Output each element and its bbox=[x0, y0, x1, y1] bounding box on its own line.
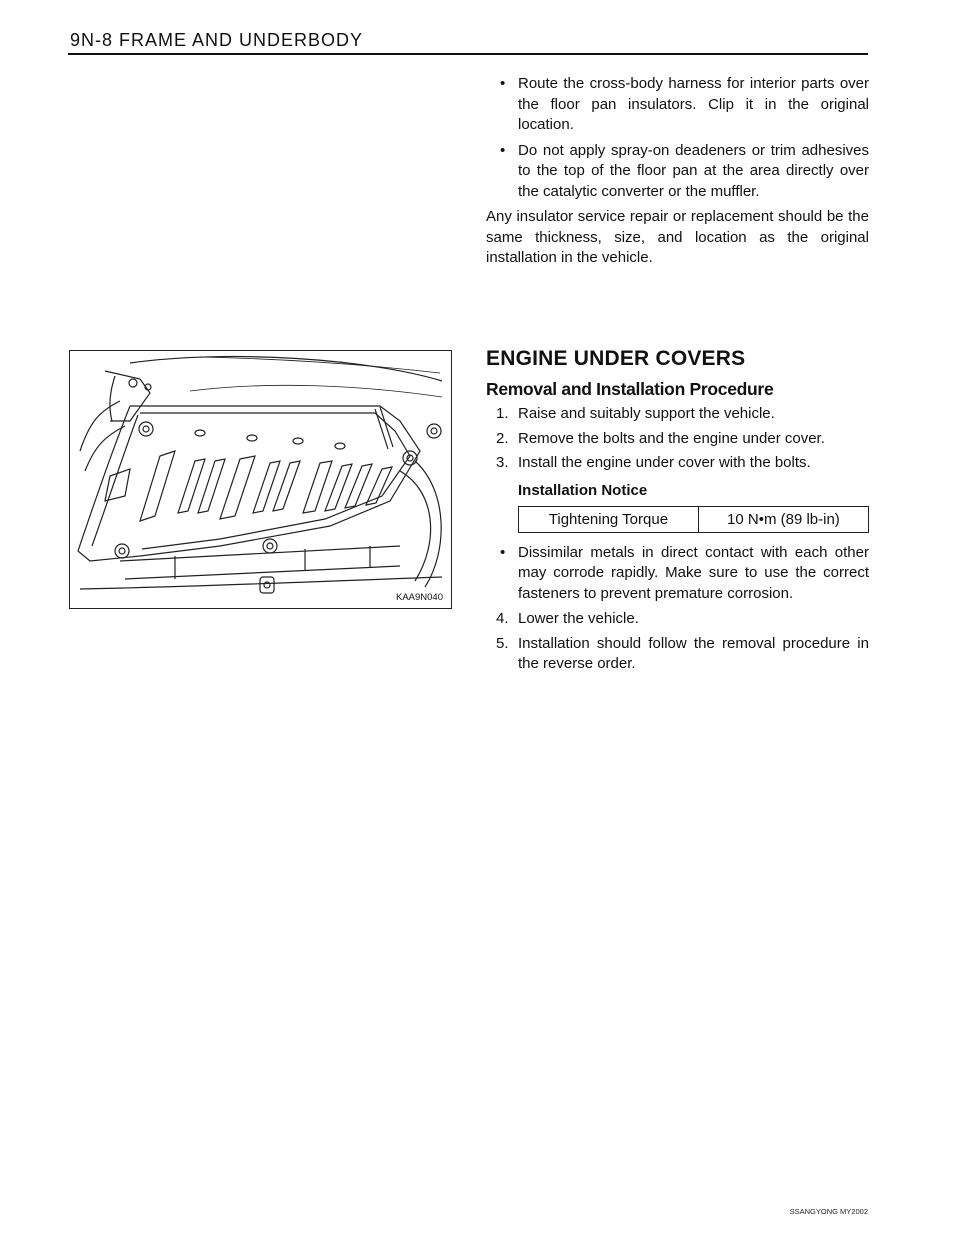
step-number: 1. bbox=[496, 405, 509, 422]
step-number: 2. bbox=[496, 429, 509, 447]
step-text: Lower the vehicle. bbox=[518, 610, 639, 627]
engine-under-cover-figure bbox=[69, 350, 452, 609]
step-item bbox=[486, 429, 869, 450]
step-text: Install the engine under cover with the bolts. bbox=[518, 454, 811, 471]
engine-under-cover-illustration bbox=[70, 351, 451, 608]
torque-row bbox=[519, 506, 869, 532]
step-text: Remove the bolts and the engine under cover. bbox=[518, 429, 825, 447]
page-header-title: 9N-8 FRAME AND UNDERBODY bbox=[70, 30, 364, 50]
header-rule bbox=[68, 53, 868, 55]
step-number: 4. bbox=[496, 610, 509, 627]
engine-under-covers-section bbox=[486, 347, 869, 679]
figure-code: KAA9N040 bbox=[395, 592, 443, 603]
step-number: 3. bbox=[496, 454, 509, 471]
step-item bbox=[486, 453, 869, 474]
torque-label-cell: Tightening Torque bbox=[519, 506, 699, 532]
step-text: Raise and suitably support the vehicle. bbox=[518, 405, 775, 422]
section-title: ENGINE UNDER COVERS bbox=[486, 347, 746, 370]
torque-value-cell: 10 N•m (89 lb-in) bbox=[698, 506, 868, 532]
intro-paragraph: Any insulator service repair or replacement should be the same thickness, size, and location as the original installation in the vehicle. bbox=[486, 208, 869, 266]
steps-list-b bbox=[486, 609, 869, 675]
section-subtitle: Removal and Installation Procedure bbox=[486, 379, 774, 399]
steps-list-a bbox=[486, 404, 869, 474]
intro-bullet-deadeners: • Do not apply spray-on deadeners or trim adhesives to the top of the floor pan at the area directly over the catalytic converter or the muffler. bbox=[500, 141, 869, 200]
notice-bullet-text: Dissimilar metals in direct contact with each other may corrode rapidly. Make sure to use the correct fasteners to prevent premature corrosion. bbox=[518, 543, 869, 602]
torque-table bbox=[518, 506, 869, 533]
step-item bbox=[486, 609, 869, 630]
page-footer: SSANGYONG MY2002 bbox=[789, 1207, 868, 1216]
step-item bbox=[486, 404, 869, 425]
intro-section bbox=[486, 74, 869, 269]
step-text: Installation should follow the removal procedure in the reverse order. bbox=[518, 634, 869, 672]
notice-bullet: • Dissimilar metals in direct contact with each other may corrode rapidly. Make sure to use the correct fasteners to prevent premature corrosion. bbox=[500, 543, 869, 602]
intro-bullet-harness-text: Route the cross-body harness for interior parts over the floor pan insulators. Clip it in the original location. bbox=[518, 75, 869, 133]
step-item bbox=[486, 634, 869, 675]
intro-bullet-deadeners-text: Do not apply spray-on deadeners or trim adhesives to the top of the floor pan at the area directly over the catalytic converter or the muffler. bbox=[518, 141, 869, 200]
intro-bullet-harness: • Route the cross-body harness for interior parts over the floor pan insulators. Clip it in the original location. bbox=[500, 75, 869, 133]
installation-notice-label: Installation Notice bbox=[518, 481, 648, 499]
step-number: 5. bbox=[496, 634, 509, 652]
